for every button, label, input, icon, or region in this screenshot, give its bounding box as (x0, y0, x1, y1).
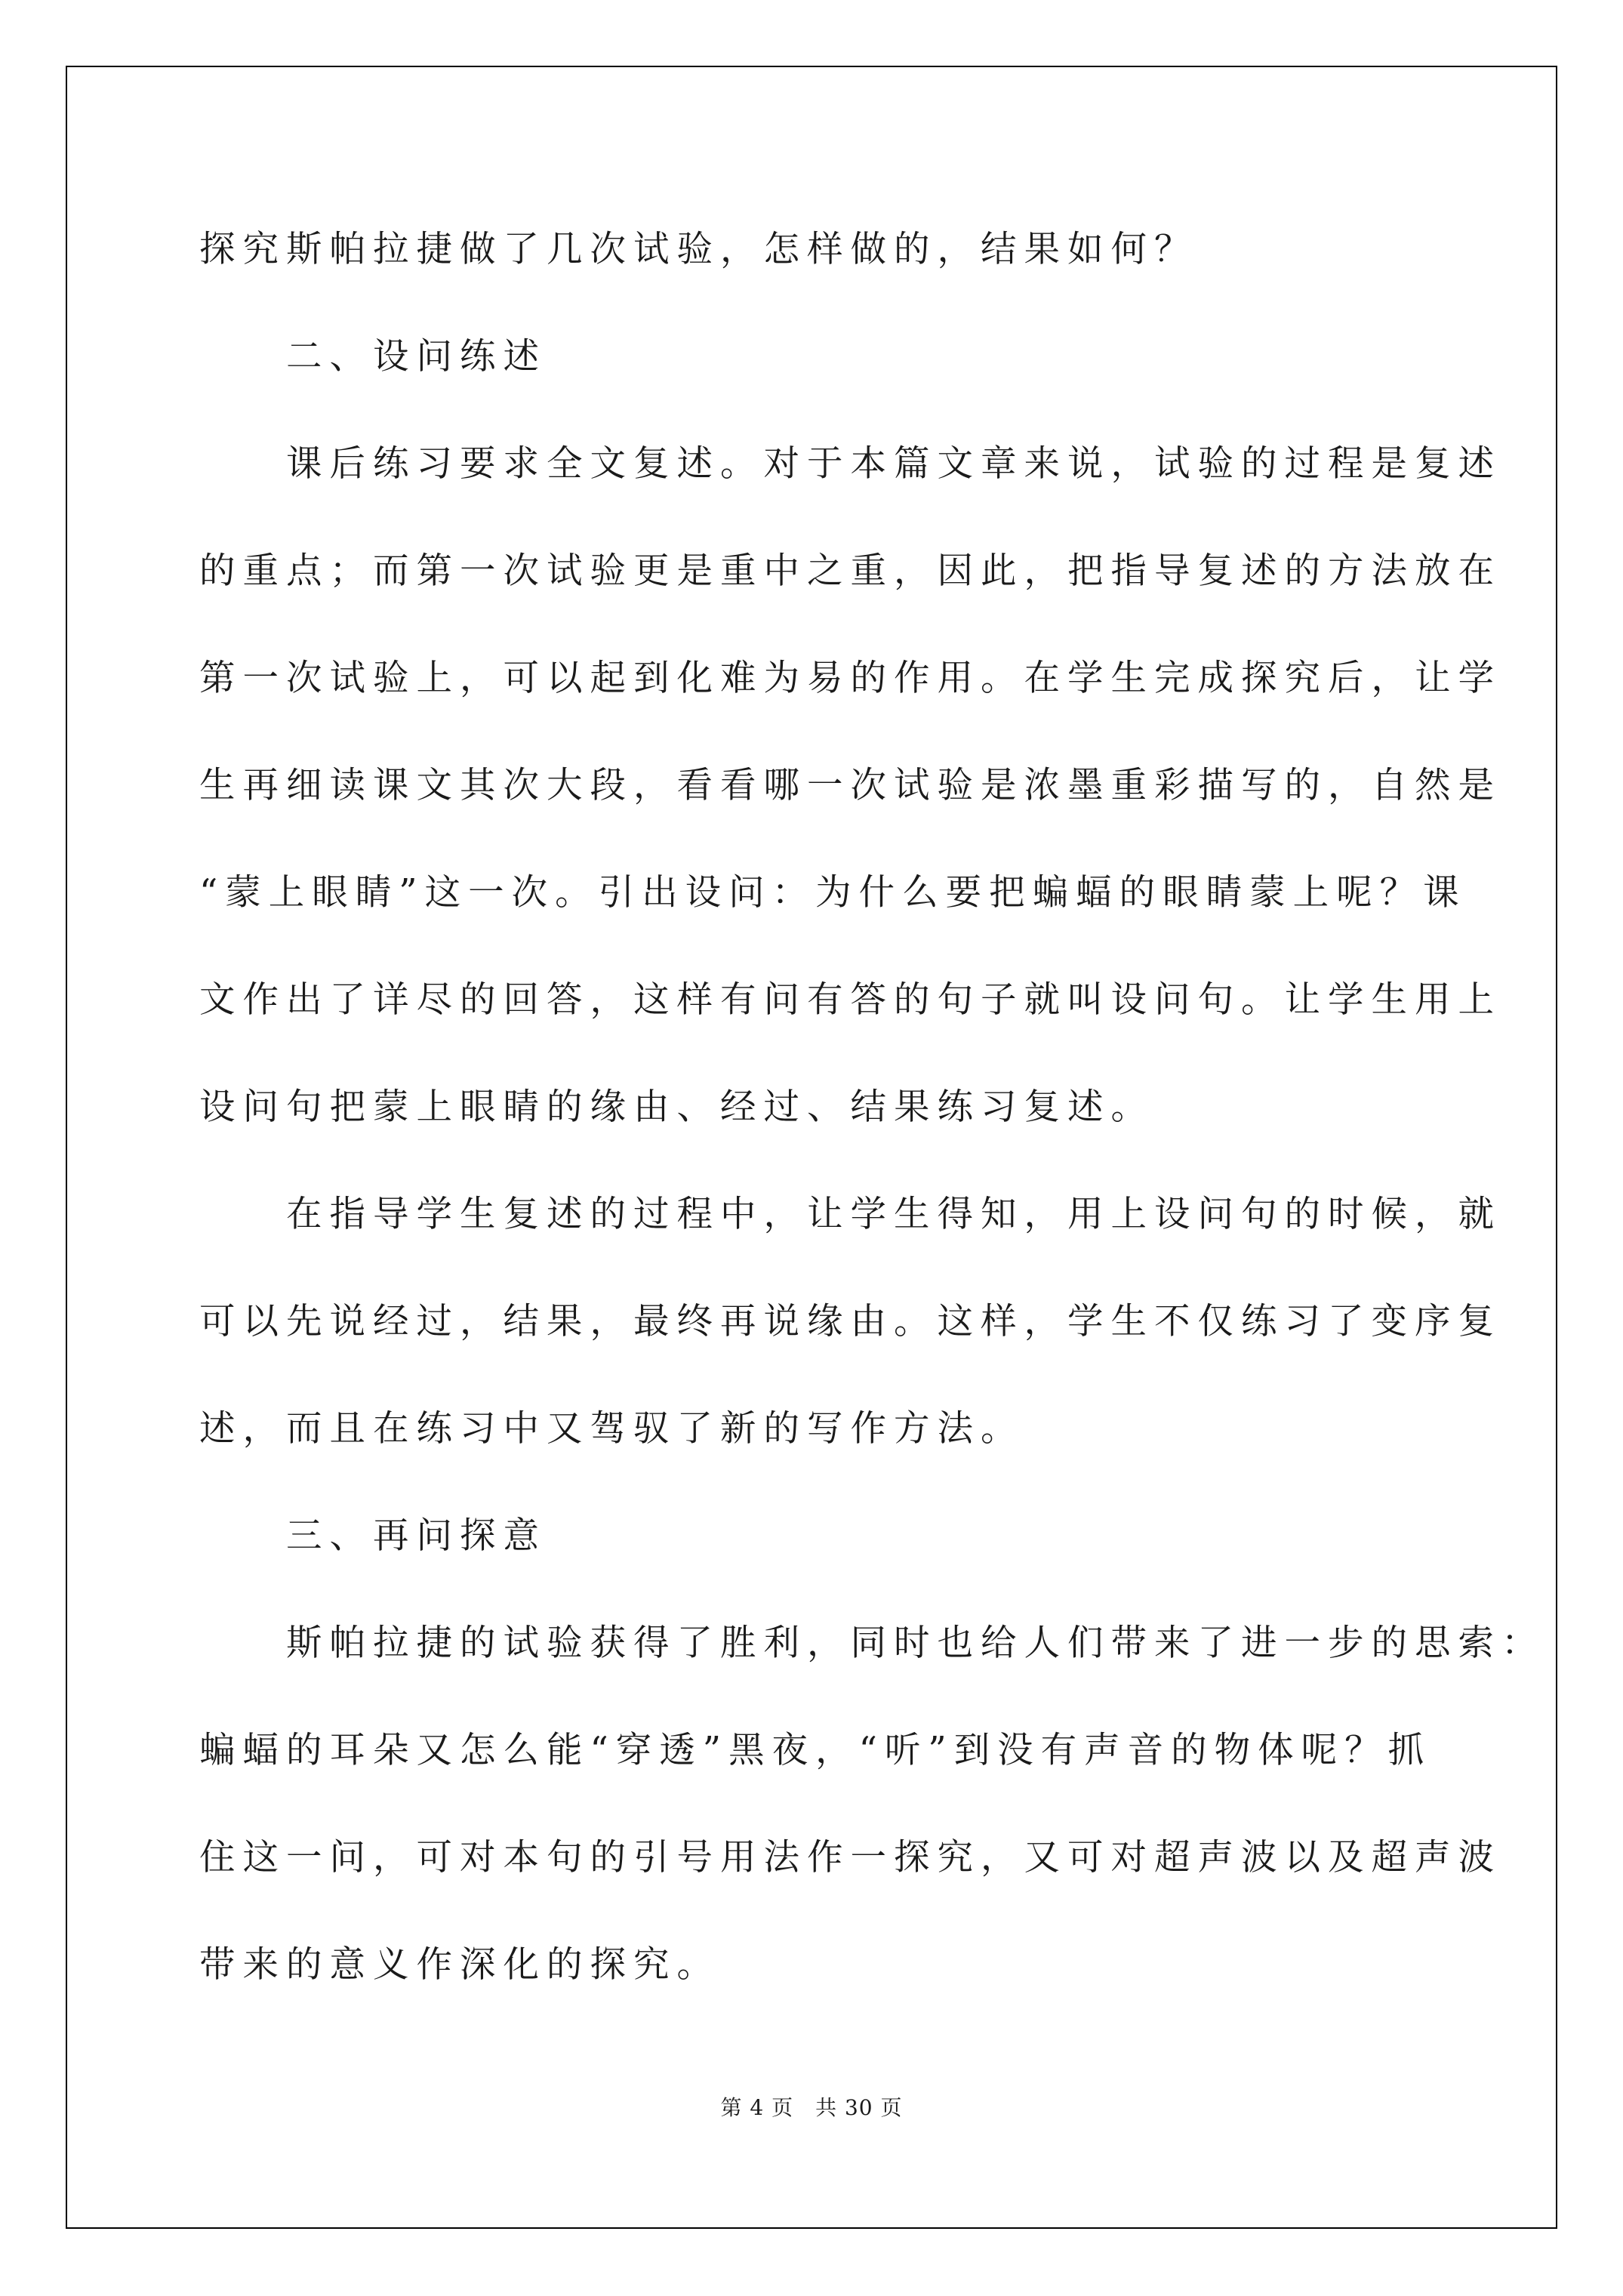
body-line-10: 在指导学生复述的过程中，让学生得知，用上设问句的时候，就 (199, 1194, 1501, 1235)
body-line-3: 课后练习要求全文复述。对于本篇文章来说，试验的过程是复述 (199, 443, 1501, 485)
section-heading-3: 三、再问探意 (199, 1515, 547, 1557)
body-line-5: 第一次试验上，可以起到化难为易的作用。在学生完成探究后，让学 (199, 658, 1501, 699)
body-line-4: 的重点；而第一次试验更是重中之重，因此，把指导复述的方法放在 (199, 550, 1501, 592)
body-line-15: 蝙蝠的耳朵又怎么能“穿透”黑夜，“听”到没有声音的物体呢？抓 (199, 1730, 1432, 1771)
body-line-12: 述，而且在练习中又驾驭了新的写作方法。 (199, 1408, 1024, 1450)
body-line-11: 可以先说经过，结果，最终再说缘由。这样，学生不仅练习了变序复 (199, 1301, 1501, 1342)
body-line-14: 斯帕拉捷的试验获得了胜利，同时也给人们带来了进一步的思索： (199, 1623, 1545, 1664)
body-line-16: 住这一问，可对本句的引号用法作一探究，又可对超声波以及超声波 (199, 1837, 1501, 1878)
page-border (66, 66, 1557, 2229)
body-line-7: “蒙上眼睛”这一次。引出设问：为什么要把蝙蝠的眼睛蒙上呢？课 (199, 872, 1467, 914)
body-line-6: 生再细读课文其次大段，看看哪一次试验是浓墨重彩描写的，自然是 (199, 765, 1501, 806)
body-line-8: 文作出了详尽的回答，这样有问有答的句子就叫设问句。让学生用上 (199, 979, 1501, 1021)
page-number-footer: 第 4 页 共 30 页 (720, 2095, 903, 2120)
body-line-1: 探究斯帕拉捷做了几次试验，怎样做的，结果如何？ (199, 229, 1198, 270)
body-line-17: 带来的意义作深化的探究。 (199, 1944, 720, 1986)
section-heading-2: 二、设问练述 (199, 336, 547, 378)
body-line-9: 设问句把蒙上眼睛的缘由、经过、结果练习复述。 (199, 1086, 1154, 1128)
